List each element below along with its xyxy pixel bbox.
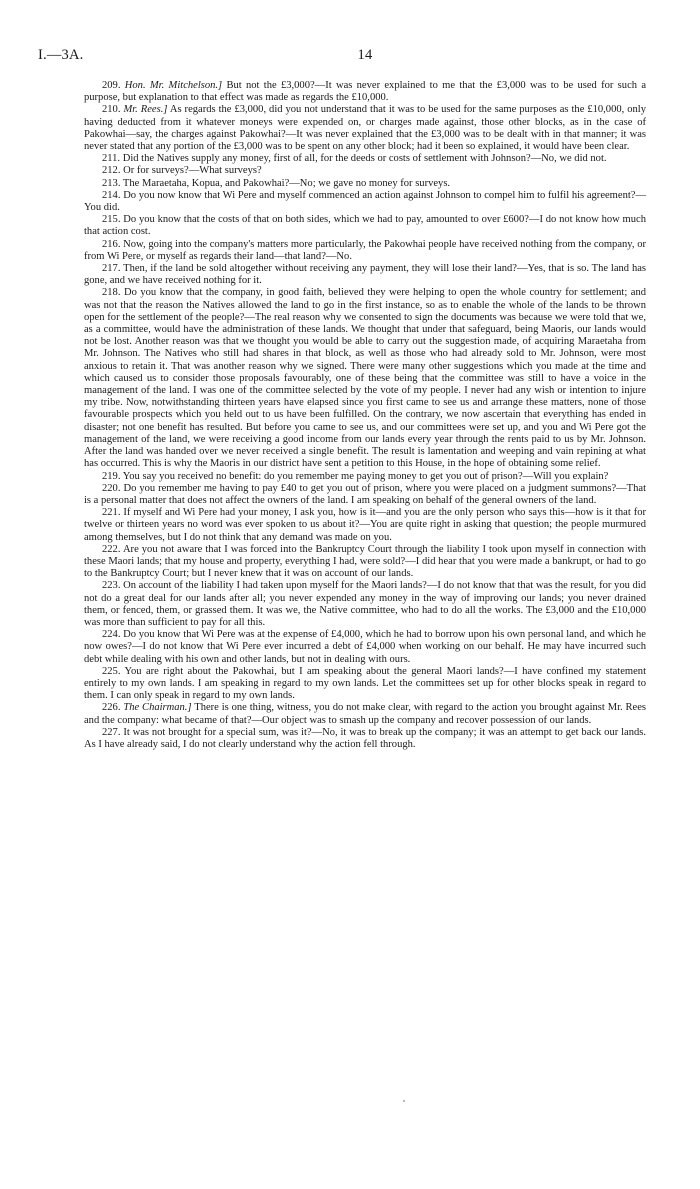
evidence-paragraph <box>84 580 646 629</box>
question-number: 218. <box>102 287 121 299</box>
question-number: 214. <box>102 189 121 201</box>
question-number: 210. <box>102 104 121 116</box>
evidence-paragraph <box>84 666 646 703</box>
question-answer-text: Now, going into the company's matters more particularly, the Pakowhai people have received nothing from the company, or from Wi Pere, or myself as regards their land—that land?—No. <box>84 238 646 262</box>
question-number: 225. <box>102 665 121 677</box>
evidence-paragraph <box>84 165 646 177</box>
question-number: 224. <box>102 629 121 641</box>
question-number: 223. <box>102 580 121 592</box>
evidence-paragraph <box>84 104 646 153</box>
question-answer-text: Are you not aware that I was forced into the Bankruptcy Court through the liability I took upon myself in connection with these Maori lands; that my house and property, everything I had, were sold?—I did hear that you were made a bankrupt, or had to go to the Bankruptcy Court; but I never knew that it was on account of our lands. <box>84 543 646 580</box>
evidence-paragraph <box>84 629 646 666</box>
speaker-name: Mr. Rees.] <box>123 104 168 116</box>
question-answer-text: Do you know that the company, in good faith, believed they were helping to open the whole country for settlement; and was not that the reason the Natives allowed the land to go in the first instance, so as to enable the whole of the lands to be thrown open for the settlement of the people?—The real reason why we consented to sign the documents was because we were told that we, as a committee, would have the administration of these lands. We thought that under that safeguard, being Maoris, our lands would not be lost. Another reason was that we thought you would be able to carry out the suggestion made, of acquiring Maraetaha from Mr. Johnson. The Natives who still had shares in that block, as well as those who had already sold to Mr. Johnson, were most anxious to retain it. That was another reason why we signed. There were many other suggestions which you made at the time and which caused us to consider those proposals favourably, one of these being that the committee was still to have a voice in the management of the land. I was one of the committee selected by the vote of my people. I never had any wish or intention to injure my tribe. Now, notwithstanding thirteen years have elapsed since you first came to see us and arrange these matters, none of those favourable prospects which you held out to us have been fulfilled. On the contrary, we now ascertain that everything has ended in disaster; not one benefit has resulted. But before you came to see us, and our committees were set up, and you and Wi Pere got the management of the land, we were receiving a good income from our lands every year through the rents paid to us by Mr. Johnson. After the land was handed over we never received a single benefit. The result is lamentation and weeping and vain repining at what has occurred. This is why the Maoris in our district have sent a petition to this House, in the hope of obtaining some relief. <box>84 287 646 470</box>
question-number: 217. <box>102 263 121 275</box>
question-number: 222. <box>102 543 121 555</box>
question-answer-text: On account of the liability I had taken upon myself for the Maori lands?—I do not know that that was the result, for you did not do a great deal for our lands after all; you never expended any money in the way of improving our lands; you never drained them, or fenced, them, or grassed them. It was we, the Native committee, who had to do all the works. The £3,000 and the £10,000 was more than sufficient to pay for all this. <box>84 580 646 628</box>
evidence-paragraph <box>84 507 646 544</box>
evidence-paragraph <box>84 153 646 165</box>
question-answer-text: The Maraetaha, Kopua, and Pakowhai?—No; we gave no money for surveys. <box>122 177 451 189</box>
evidence-paragraph <box>84 190 646 214</box>
evidence-paragraph <box>84 178 646 190</box>
question-number: 209. <box>102 80 121 91</box>
question-answer-text: Or for surveys?—What surveys? <box>123 165 262 177</box>
page-number: 14 <box>357 47 373 63</box>
question-answer-text: Do you now know that Wi Pere and myself commenced an action against Johnson to compel him to fulfil his agreement?—You did. <box>84 189 646 214</box>
evidence-paragraph <box>84 239 646 263</box>
question-answer-text: There is one thing, witness, you do not make clear, with regard to the action you brought against Mr. Rees and the company: what became of that?—Our object was to smash up the company and recover possession of our lands. <box>84 702 647 726</box>
question-number: 211. <box>102 153 121 165</box>
speaker-name: The Chairman.] <box>123 702 192 714</box>
evidence-paragraph <box>84 214 646 238</box>
evidence-paragraph <box>84 287 646 470</box>
evidence-paragraph <box>84 80 646 104</box>
question-answer-text: Do you know that the costs of that on both sides, which we had to pay, amounted to over £600?—I do not know how much that action cost. <box>84 214 646 238</box>
speaker-name: Hon. Mr. Mitchelson.] <box>124 80 223 91</box>
page-header <box>38 47 646 67</box>
question-number: 226. <box>102 702 121 714</box>
question-answer-text: You say you received no benefit: do you remember me paying money to get you out of prison?—Will you explain? <box>122 470 609 482</box>
document-reference: I.—3A. <box>38 47 84 63</box>
question-number: 227. <box>102 726 121 738</box>
document-page <box>38 47 647 751</box>
question-number: 212. <box>102 165 121 177</box>
ink-speck <box>400 1097 408 1105</box>
evidence-paragraph <box>84 702 646 726</box>
evidence-paragraph <box>84 483 646 507</box>
question-number: 216. <box>102 238 121 250</box>
question-answer-text: Do you remember me having to pay £40 to get you out of prison, where you were placed on a judgment summons?—That is a personal matter that does not affect the owners of the land. I am speaking on behalf of the general owners of the land. <box>84 482 646 506</box>
question-number: 213. <box>102 177 121 189</box>
question-answer-text: If myself and Wi Pere had your money, I ask you, how is it—and you are the only person who says this—how is it that for twelve or thirteen years no word was ever spoken to us about it?—You are quite right in asking that question; the people murmured among themselves, but I do not think that any demand was made on you. <box>84 507 647 543</box>
question-answer-text: It was not brought for a special sum, was it?—No, it was to break up the company; it was an attempt to get back our lands. As I have already said, I do not clearly understand why the action fell through. <box>84 726 646 750</box>
evidence-paragraph <box>84 544 646 581</box>
evidence-paragraph <box>84 263 646 287</box>
question-number: 221. <box>102 507 121 519</box>
evidence-paragraph <box>84 727 646 751</box>
evidence-paragraph <box>84 471 646 483</box>
question-answer-text: But not the £3,000?—It was never explained to me that the £3,000 was to be used for such a purpose, but explanation to that effect was made as regards the £10,000. <box>84 80 647 104</box>
question-answer-text: You are right about the Pakowhai, but I am speaking about the general Maori lands?—I have confined my statement entirely to my own lands. I am speaking in regard to my own lands. Let the committees set up for other blocks speak in regard to them. I can only speak in regard to my own lands. <box>84 665 647 702</box>
question-answer-text: As regards the £3,000, did you not understand that it was to be used for the same purposes as the £10,000, only having deducted from it whatever moneys were expended on, or charges made against, those other blocks, as in the case of Pakowhai—say, the charges against Pakowhai?—It was never explained that the £3,000 was to be dealt with in that manner; it was never stated that any portion of the £3,000 was to be spent on any other block; had it been so explained, it would have been clear. <box>84 104 646 153</box>
question-number: 220. <box>102 482 121 494</box>
question-answer-text: Then, if the land be sold altogether without receiving any payment, they will lose their land?—Yes, that is so. The land has gone, and we have received nothing for it. <box>84 263 646 287</box>
minutes-of-evidence <box>84 80 646 751</box>
question-answer-text: Do you know that Wi Pere was at the expense of £4,000, which he had to borrow upon his own personal land, and which he now owes?—I do not know that Wi Pere ever incurred a debt of £4,000 when working on our behalf. He may have incurred such debt while dealing with his own and other lands, but not in dealing with ours. <box>84 629 646 665</box>
question-number: 215. <box>102 214 121 226</box>
question-number: 219. <box>102 470 121 482</box>
question-answer-text: Did the Natives supply any money, first of all, for the deeds or costs of settlement with Johnson?—No, we did not. <box>122 153 607 165</box>
